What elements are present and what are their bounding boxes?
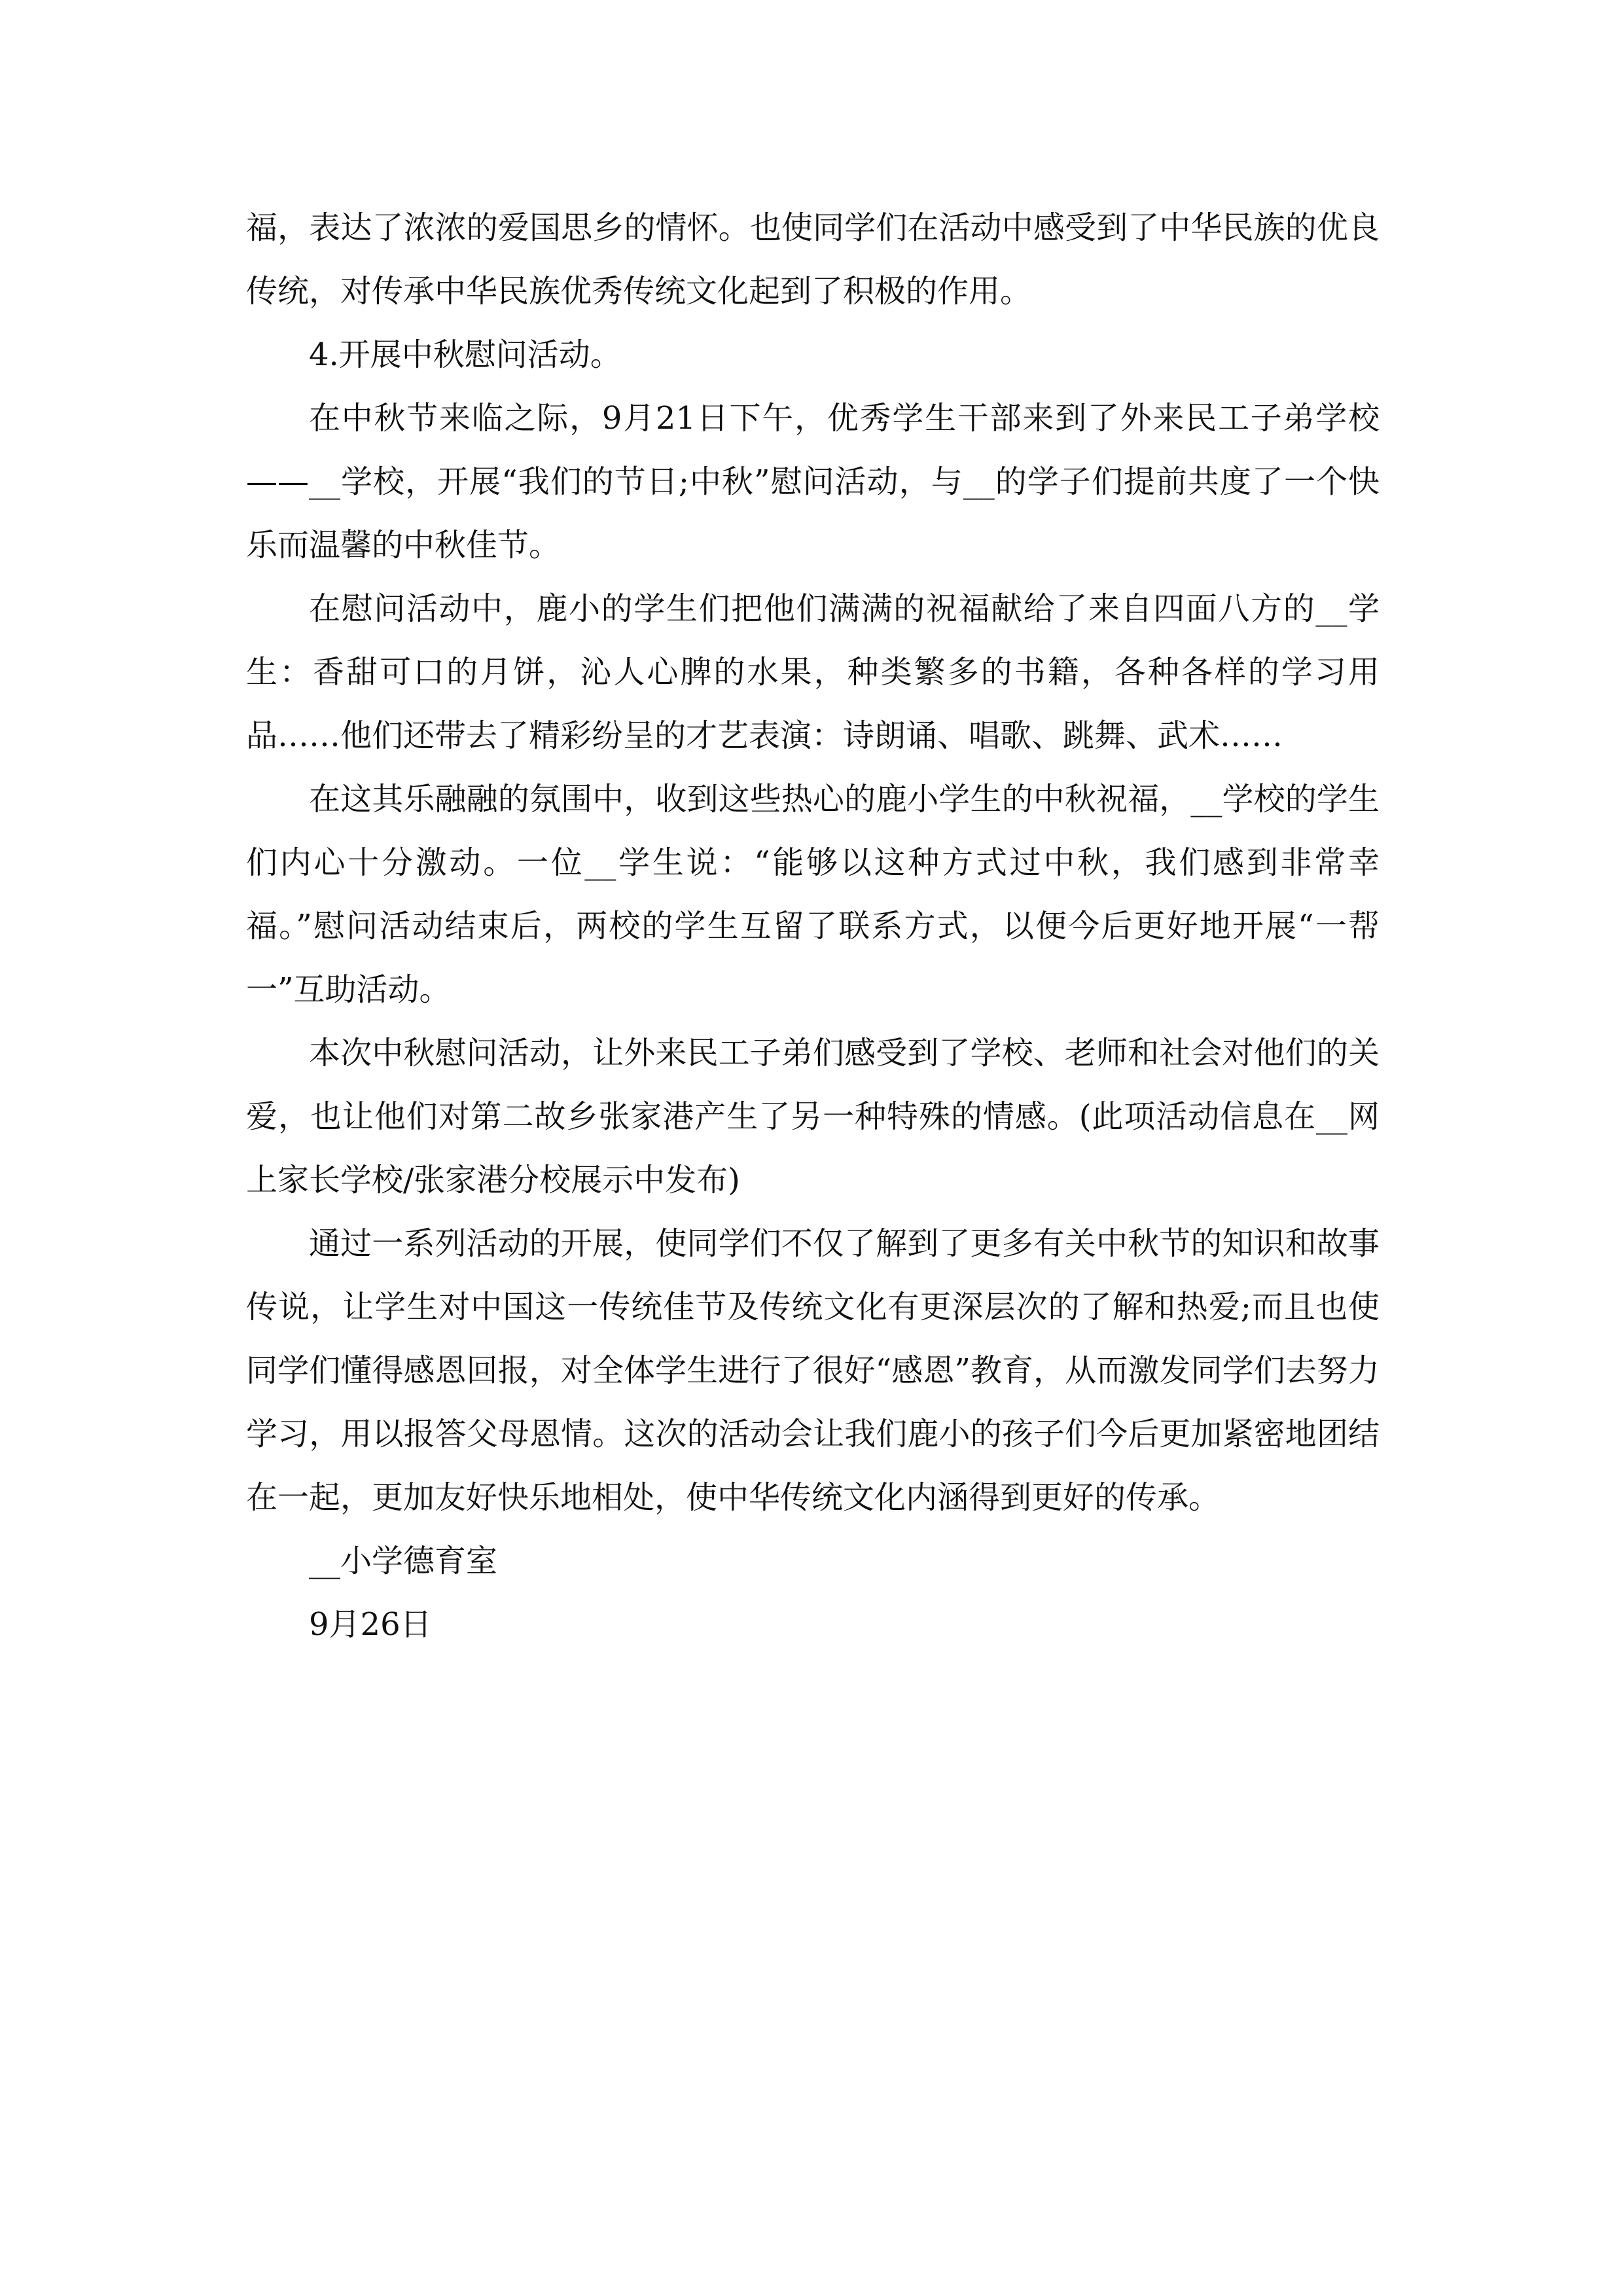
document-body [246,196,1380,1657]
paragraph: 本次中秋慰问活动，让外来民工子弟们感受到了学校、老师和社会对他们的关爱，也让他们对第二故乡张家港产生了另一种特殊的情感。(此项活动信息在__网上家长学校/张家港分校展示中发布) [246,1035,1380,1198]
paragraph: 在慰问活动中，鹿小的学生们把他们满满的祝福献给了来自四面八方的__学生：香甜可口的月饼，沁人心脾的水果，种类繁多的书籍，各种各样的学习用品……他们还带去了精彩纷呈的才艺表演：诗朗诵、唱歌、跳舞、武术…… [246,590,1380,754]
paragraph: 通过一系列活动的开展，使同学们不仅了解到了更多有关中秋节的知识和故事传说，让学生对中国这一传统佳节及传统文化有更深层次的了解和热爱;而且也使同学们懂得感恩回报，对全体学生进行了很好“感恩”教育，从而激发同学们去努力学习，用以报答父母恩情。这次的活动会让我们鹿小的孩子们今后更加紧密地团结在一起，更加友好快乐地相处，使中华传统文化内涵得到更好的传承。 [246,1225,1380,1516]
paragraph-continuation: 福，表达了浓浓的爱国思乡的情怀。也使同学们在活动中感受到了中华民族的优良传统，对传承中华民族优秀传统文化起到了积极的作用。 [246,209,1380,310]
signature-organization: __小学德育室 [309,1543,498,1579]
paragraph: 在这其乐融融的氛围中，收到这些热心的鹿小学生的中秋祝福，__学校的学生们内心十分激动。一位__学生说：“能够以这种方式过中秋，我们感到非常幸福。”慰问活动结束后，两校的学生互留了联系方式，以便今后更好地开展“一帮一”互助活动。 [246,781,1380,1008]
signature-date: 9月26日 [309,1606,432,1643]
section-heading: 4.开展中秋慰问活动。 [309,336,622,373]
paragraph: 在中秋节来临之际，9月21日下午，优秀学生干部来到了外来民工子弟学校——__学校，开展“我们的节日;中秋”慰问活动，与__的学子们提前共度了一个快乐而温馨的中秋佳节。 [246,400,1380,564]
